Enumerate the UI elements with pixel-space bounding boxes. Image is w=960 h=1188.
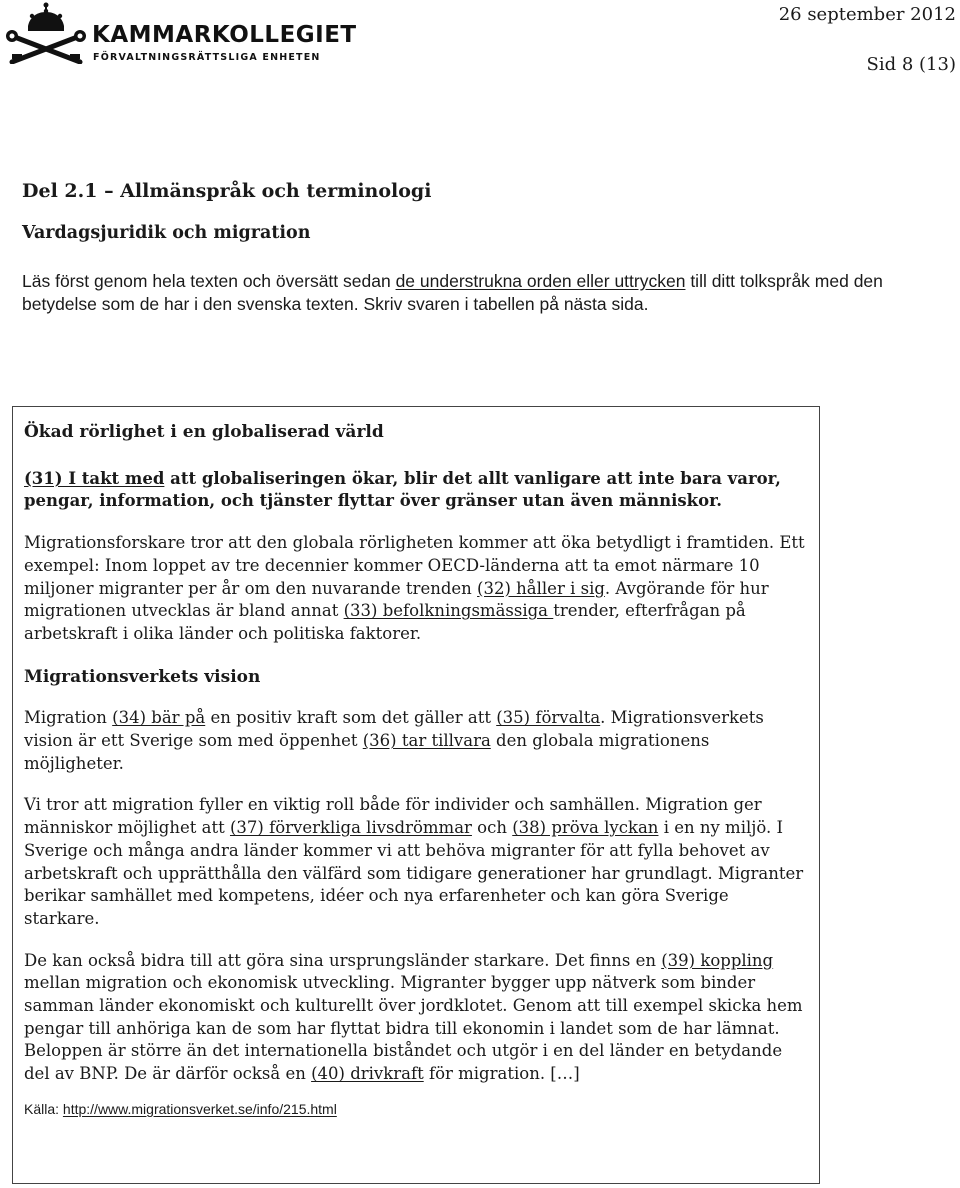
org-name: KAMMARKOLLEGIET xyxy=(92,22,357,48)
instructions-text-a: Läs först genom hela texten och översätt sedan xyxy=(22,271,396,291)
term-40: (40) drivkraft xyxy=(311,1064,424,1084)
term-37: (37) förverkliga livsdrömmar xyxy=(229,818,472,838)
article-box xyxy=(12,406,820,1184)
term-32: (32) håller i sig xyxy=(477,578,605,598)
paragraph-text: i en ny miljö. I Sverige och många andra länder kommer vi att behöva migranter för att fylla behovet av arbetskraft och upprätthålla den välfärd som tidigare generationer har grundlagt. Migranter berikar samhället med kompetens, idéer och nya erfarenheter och kan göra Sverige starkare. xyxy=(24,818,804,928)
term-33: (33) befolkningsmässiga xyxy=(343,601,554,621)
page-number: Sid 8 (13) xyxy=(866,54,956,75)
org-unit: FÖRVALTNINGSRÄTTSLIGA ENHETEN xyxy=(93,52,321,63)
paragraph-text: Vi tror att migration fyller en viktig roll både för individer och samhällen. Migration ger människor möjlighet att xyxy=(24,795,762,838)
paragraph-37-38 xyxy=(24,794,809,930)
section-subheading: Vardagsjuridik och migration xyxy=(22,223,311,243)
paragraph-text: mellan migration och ekonomisk utveckling. Migranter bygger upp nätverk som binder samman länder ekonomiskt och kulturellt över jordklotet. Genom att till exempel skicka hem pengar till anhöriga kan de som har flyttat bidra till ekonomin i landet som de har lämnat. Beloppen är större än det internationella biståndet och utgör i en del länder en betydande del av BNP. De är därför också en xyxy=(24,973,803,1084)
paragraph-text: . Avgörande för hur migrationen utvecklas är bland annat xyxy=(24,578,769,621)
paragraph-39-40 xyxy=(24,950,809,1086)
term-36: (36) tar tillvara xyxy=(362,731,491,751)
term-39: (39) koppling xyxy=(661,950,774,970)
document-date: 26 september 2012 xyxy=(778,4,956,25)
term-35: (35) förvalta xyxy=(496,708,601,728)
paragraph-text: . Migrationsverkets vision är ett Sverige som med öppenhet xyxy=(24,708,764,751)
paragraph-text: den globala migrationens möjligheter. xyxy=(24,731,710,773)
paragraph-text: Migration xyxy=(24,708,113,728)
term-34: (34) bär på xyxy=(112,708,206,728)
section-intro xyxy=(22,180,942,316)
paragraph-34-36 xyxy=(24,707,809,775)
source-link[interactable]: http://www.migrationsverket.se/info/215.html xyxy=(62,1100,337,1117)
paragraph-32-33 xyxy=(24,532,809,646)
source-line xyxy=(24,1100,809,1118)
page-header xyxy=(0,0,960,90)
term-38: (38) pröva lyckan xyxy=(512,818,659,838)
paragraph-text: De kan också bidra till att göra sina ursprungsländer starkare. Det finns en xyxy=(24,950,662,970)
article-title: Ökad rörlighet i en globaliserad värld xyxy=(24,422,384,442)
crown-keys-logo-icon xyxy=(4,2,88,64)
term-31: (31) I takt med xyxy=(24,468,165,488)
section-heading: Del 2.1 – Allmänspråk och terminologi xyxy=(22,180,432,202)
paragraph-text: en positiv kraft som det gäller att xyxy=(205,708,497,728)
paragraph-31 xyxy=(24,468,809,513)
instructions-text-c: till ditt tolkspråk med den betydelse som de har i den svenska texten. Skriv svaren i tabellen på nästa sida. xyxy=(22,271,883,314)
paragraph-text: Migrationsforskare tror att den globala rörligheten kommer att öka betydligt i framtiden. Ett exempel: Inom loppet av tre decennier kommer OECD-länderna att ta emot närmare 10 miljoner migranter per år om den nuvarande trenden xyxy=(24,533,805,598)
instructions-underlined: de understrukna orden eller uttrycken xyxy=(395,271,686,291)
paragraph-31-text: att globaliseringen ökar, blir det allt vanligare att inte bara varor, pengar, information, och tjänster flyttar över gränser utan även människor. xyxy=(24,468,781,511)
vision-heading: Migrationsverkets vision xyxy=(24,666,261,687)
kammarkollegiet-logo xyxy=(4,2,357,64)
instructions xyxy=(22,270,937,316)
source-label: Källa: xyxy=(24,1100,63,1117)
paragraph-text: för migration. […] xyxy=(423,1064,580,1084)
paragraph-text: och xyxy=(471,818,513,838)
paragraph-text: trender, efterfrågan på arbetskraft i olika länder och politiska faktorer. xyxy=(24,601,746,643)
